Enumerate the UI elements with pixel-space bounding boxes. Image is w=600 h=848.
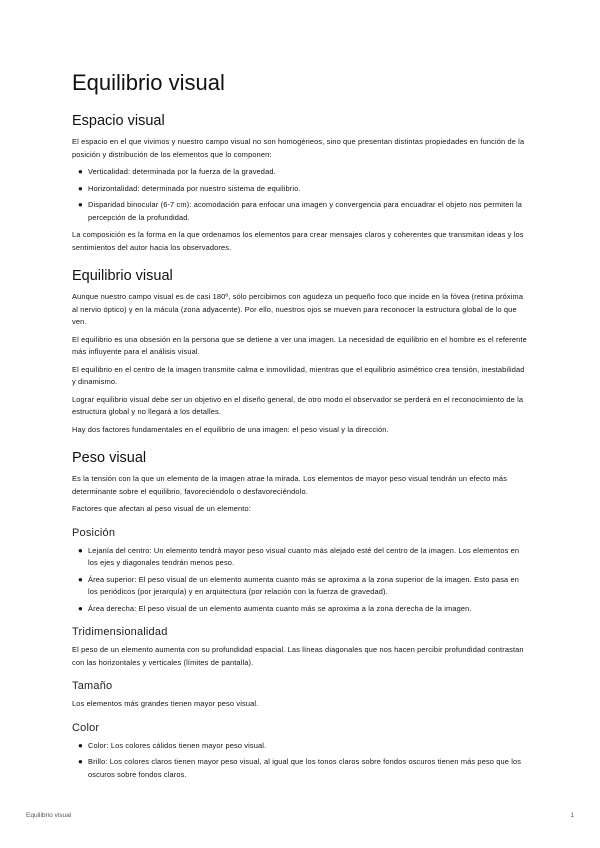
bullet-icon: ● (78, 200, 83, 209)
bullet-icon: ● (78, 740, 83, 750)
footer-title: Equilibrio visual (26, 812, 72, 819)
paragraph: Aunque nuestro campo visual es de casi 180º, sólo percibimos con agudeza un pequeño foco que incide en la fóvea (retina próxima al nervio óptico) y en la mácula (zona adyacente). Por ello, nuestros ojos se mueven para reconocer la estructura global de lo que ven. (72, 292, 524, 326)
paragraph: El equilibrio es una obsesión en la persona que se detiene a ver una imagen. La necesidad de equilibrio en el hombre es el referente más influyente para el análisis visual. (72, 334, 527, 356)
page-number: 1 (570, 812, 574, 819)
bullet-list (72, 166, 528, 224)
paragraph: El espacio en el que vivimos y nuestro campo visual no son homogéneos, sino que presentan distintas propiedades en función de la posición y distribución de los elementos que lo componen: (72, 137, 525, 159)
paragraph: La composición es la forma en la que ordenamos los elementos para crear mensajes claros y coherentes que transmitan ideas y los sentimientos del autor hacia los observadores. (72, 230, 524, 252)
list-item: ● Brillo: Los colores claros tienen mayor peso visual, al igual que los tonos claros sobre fondos oscuros tienen más peso que los oscuros sobre fondos claros. (78, 757, 522, 779)
subheading-tridimensionalidad: Tridimensionalidad (72, 626, 168, 638)
bullet-icon: ● (78, 167, 83, 176)
paragraph: El equilibrio en el centro de la imagen transmite calma e inmovilidad, mientras que el equilibrio asimétrico crea tensión, inestabilidad y dinamismo. (72, 364, 525, 386)
bullet-icon: ● (78, 183, 83, 193)
subheading-tamano: Tamaño (72, 680, 113, 692)
document-page (72, 68, 528, 786)
bullet-list (72, 740, 528, 782)
subheading-color: Color (72, 721, 100, 734)
list-item: ● Disparidad binocular (6-7 cm): acomodación para enfocar una imagen y convergencia para encuadrar el objeto nos permiten la percepción de la profundidad. (78, 200, 523, 222)
list-item: ● Área derecha: El peso visual de un elemento aumenta cuanto más se aproxima a la zona derecha de la imagen. (88, 603, 528, 616)
bullet-icon: ● (78, 574, 83, 584)
bullet-list (72, 545, 528, 616)
bullet-icon: ● (78, 545, 83, 555)
paragraph: Es la tensión con la que un elemento de la imagen atrae la mirada. Los elementos de mayor peso visual tendrán un efecto más determinante sobre el equilibrio, favoreciéndolo o desfavoreciéndolo. (72, 474, 508, 496)
paragraph: Hay dos factores fundamentales en el equilibrio de una imagen: el peso visual y la dirección. (72, 424, 389, 434)
bullet-icon: ● (78, 603, 83, 613)
subheading-posicion: Posición (72, 526, 116, 539)
section-heading-peso-visual: Peso visual (72, 450, 147, 466)
paragraph: Factores que afectan al peso visual de un elemento: (72, 504, 251, 513)
bullet-icon: ● (78, 757, 83, 766)
page-title: Equilibrio visual (72, 70, 225, 95)
paragraph: Lograr equilibrio visual debe ser un objetivo en el diseño general, de otro modo el observador se perderá en el reconocimiento de la estructura global y no llegará a los detalles. (72, 394, 524, 416)
paragraph: Los elementos más grandes tienen mayor peso visual. (72, 699, 259, 708)
list-item: ● Área superior: El peso visual de un elemento aumenta cuanto más se aproxima a la zona superior de la imagen. Esto pasa en los periódicos (por jerarquía) y en arquitectura (por relación con la fuerza de gravedad). (78, 574, 520, 596)
list-item: ● Horizontalidad: determinada por nuestro sistema de equilibrio. (88, 183, 528, 196)
paragraph: El peso de un elemento aumenta con su profundidad espacial. Las líneas diagonales que nos hacen percibir profundidad contrastan con las horizontales y verticales (límites de pantalla). (72, 645, 524, 667)
section-heading-equilibrio-visual: Equilibrio visual (72, 268, 173, 284)
section-heading-espacio-visual: Espacio visual (72, 113, 165, 129)
list-item: ● Lejanía del centro: Un elemento tendrá mayor peso visual cuanto más alejado esté del centro de la imagen. Los elementos en los ejes y diagonales tendrán menos peso. (78, 545, 520, 567)
list-item: ● Verticalidad: determinada por la fuerza de la gravedad. (88, 166, 528, 179)
list-item: ● Color: Los colores cálidos tienen mayor peso visual. (88, 740, 528, 753)
